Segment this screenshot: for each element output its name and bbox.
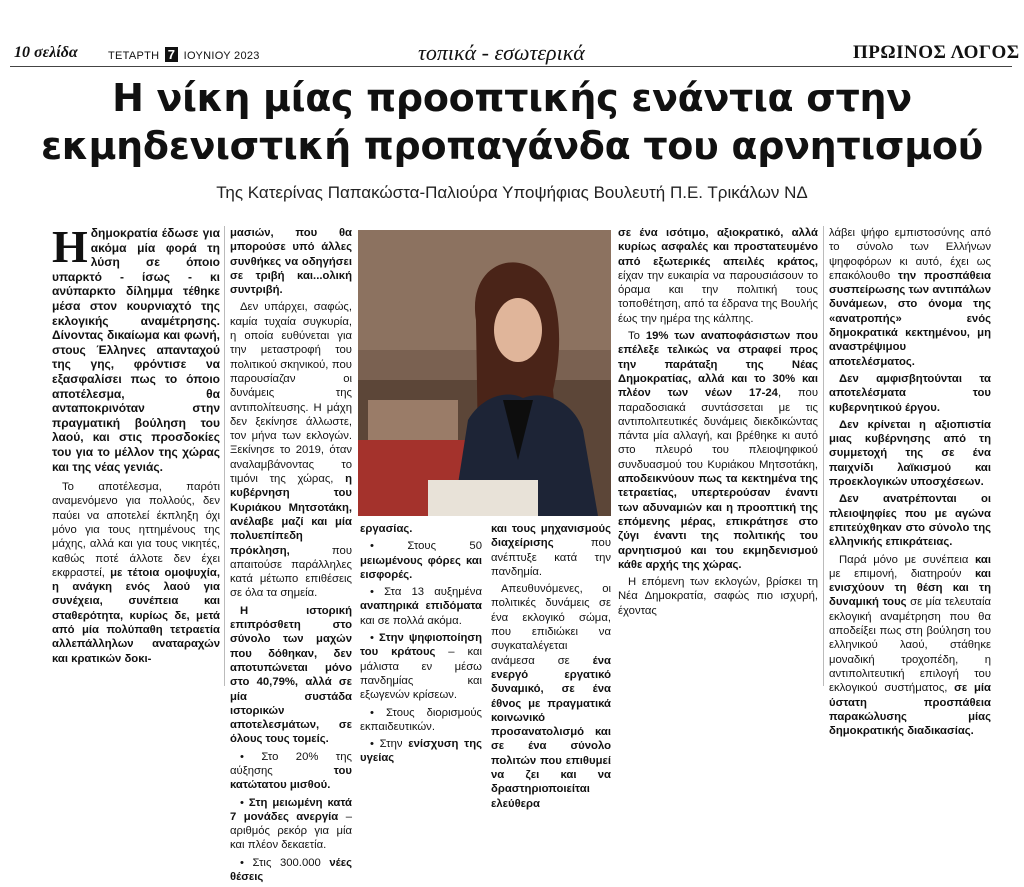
bold-text: Στην ψηφιοποίηση του κράτους (360, 632, 483, 659)
bold-text: του κατώτατου μισθού. (230, 764, 352, 792)
text: Δεν υπάρχει, σαφώς, καμία τυχαία συγκυρία, η οποία ευθύνεται για την μεταστροφή του πολιτικού σκηνικού, που παρουσίαζαν οι δυνάμεις της αντιπολίτευσης. Η μάχη δεν ξεκίνησε άλλωστε, τον μήνα των εκλογών. Ξεκίνησε το 2019, όταν αναλαμβάνοντας το τιμόνι της χώρας, (230, 301, 352, 486)
paragraph (618, 329, 818, 572)
paragraph (829, 226, 991, 369)
text: , που παραδοσιακά συντάσσεται με τις αντιπολιτευτικές δυνάμεις διεκδικώντας πάντα μία αλλαγή, και βρέθηκε κι αυτό στο πλευρό του πλειοψηφικού συνδυασμού του Κυριάκου Μητσοτάκη, (618, 387, 818, 471)
bullet-item: • Στους 50 μειωμένους φόρες και εισφορές. (360, 540, 483, 581)
article-photo (358, 230, 611, 516)
text: Στις 300.000 (252, 856, 330, 869)
text: Στην (379, 738, 409, 751)
paragraph: Δεν κρίνεται η αξιοπιστία μιας κυβέρνησης από τη συμμετοχή της σε ένα παιχνίδι λαϊκισμού και προεκλογικών υποσχέσεων. (829, 418, 991, 489)
bullet-item: • Στην ενίσχυση της υγείας (360, 738, 482, 765)
text: σε μία τελευταία εκλογική αναμέτρηση που θα αποδείξει πως στη βούληση του ελληνικού λαού, στάθηκε μοναδική τροχοπέδη, η αντιπολιτευτική επιλογή του εκλογικού συστήματος, (829, 596, 991, 695)
bold-text: ενίσχυση της υγείας (360, 738, 482, 765)
bullet-item: • Στην ψηφιοποίηση του κράτους – και μάλιστα εν μέσω πανδημίας και εξωγενών κρίσεων. (360, 632, 483, 702)
column-divider (823, 226, 824, 686)
text: Στους διορισμούς εκπαιδευτικών. (360, 706, 482, 733)
column-2c (491, 522, 611, 814)
portrait-illustration (358, 230, 611, 516)
issue-date (108, 47, 260, 62)
paragraph: Δεν ανατρέπονται οι πλειοψηφίες που με αγώνα επιτεύχθηκαν στο σύνολο της ελληνικής επικράτειας. (829, 493, 991, 549)
paragraph (491, 522, 611, 579)
column-divider (224, 226, 225, 686)
bullet-item: • Στις 300.000 νέες θέσεις (230, 856, 352, 884)
bold-text: Στη μειωμένη κατά 7 μονάδες ανεργία (230, 796, 353, 823)
article-headline (0, 74, 1024, 170)
bold-text: με τέτοια ομοψυχία, η ανάγκη ενός λαού για συνέχεια, συνέπεια και σταθερότητα, κυρίως δε, μετά από μία πολύπαθη τετραετία αλλεπάλληλων αναταραχών και κρατικών δοκι- (52, 566, 220, 665)
text: με επιμονή, διατηρούν (829, 567, 975, 580)
text: Απευθυνόμενες, οι πολιτικές δυνάμεις σε ένα εκλογικό σώμα, που επιδιώκει να συγκαταλέγεται ανάμεσα σε (491, 583, 611, 667)
bullet-item: • Στα 13 αυξημένα αναπηρικά επιδόματα και σε πολλά ακόμα. (360, 586, 482, 627)
text: είχαν την ευκαιρία να παρουσιάσουν το όραμα και την πολιτική τους τοποθέτηση, από τα έδρανα της Βουλής έως την ημέρα της κάλπης. (618, 269, 818, 325)
bold-text: και ενισχύουν τη θέση και τη δυναμική τους (829, 567, 991, 609)
page-header (0, 0, 1024, 68)
column-1 (52, 221, 220, 669)
paragraph: Δεν αμφισβητούνται τα αποτελέσματα του κυβερνητικού έργου. (829, 372, 991, 414)
bold-text: η κυβέρνηση του Κυριάκου Μητσοτάκη, ανέλαβε μαζί και μία πολυεπίπεδη πρόκληση, (230, 473, 352, 557)
headline-line-2: εκμηδενιστική προπαγάνδα του αρνητισμού (40, 124, 984, 168)
paragraph: εργασίας. (360, 523, 413, 535)
paragraph: Η ιστορική επιπρόσθετη στο σύνολο των μαχών που δόθηκαν, δεν αποτυπώνεται μόνο στο 40,79%, αλλά σε μία συστάδα ιστορικών αποτελεσμάτων, σε όλους τους τομείς. (230, 604, 352, 746)
text: Στα 13 αυξημένα (384, 586, 482, 599)
paragraph: μασιών, που θα μπορούσε υπό άλλες συνθήκες να οδηγήσει σε τριβή και...ολική συντριβή. (230, 227, 352, 297)
headline-line-1: Η νίκη μίας προοπτικής ενάντια στην (112, 76, 912, 120)
bold-text: μειωμένους φόρες και εισφορές. (360, 554, 482, 581)
text: Στο 20% της αύξησης (230, 750, 352, 777)
article-byline: Της Κατερίνας Παπακώστα-Παλιούρα Υποψήφιας Βουλευτή Π.Ε. Τρικάλων ΝΔ (216, 183, 808, 202)
bullet-item: • Στο 20% της αύξησης του κατώτατου μισθού. (230, 750, 352, 792)
text: Το (628, 330, 646, 343)
text: Στους 50 (407, 540, 483, 553)
bold-text: 19% των αναποφάσιστων που επέλεξε τελικώς να στραφεί προς την παράταξη της Νέας Δημοκρατίας, αλλά και το 30% και πλέον των νέων 17-24 (618, 330, 818, 400)
text: που απαιτούσε παράλληλες κατά μέτωπο επιθέσεις σε όλα τα σημεία. (230, 544, 352, 600)
bold-text: και τους μηχανισμούς διαχείρισης (491, 523, 611, 550)
bold-text: την προσπάθεια συσπείρωσης των αντιπάλων δυνάμεων, στο όνομα της «ανατροπής» ενός δημοκρατικά κεκτημένου, μη αναστρέψιμου αποτελέσματος. (829, 269, 991, 368)
paragraph (52, 480, 220, 666)
month-year: ΙΟΥΝΙΟΥ 2023 (183, 50, 260, 62)
section-title: τοπικά - εσωτερικά (418, 40, 585, 65)
header-rule (10, 66, 1012, 67)
paragraph (829, 553, 991, 739)
paragraph (230, 300, 352, 600)
column-4 (618, 226, 818, 621)
lead-paragraph (52, 221, 220, 474)
text: και σε πολλά ακόμα. (360, 614, 462, 627)
bold-text: σε ένα ισότιμο, αξιοκρατικό, αλλά κυρίως ασφαλές και προστατευμένο από εξωτερικές απειλές κράτος, (618, 227, 818, 268)
drop-cap: Η (52, 221, 88, 272)
bullet-item: • Στη μειωμένη κατά 7 μονάδες ανεργία – αριθμός ρεκόρ για μία και πλέον δεκαετία. (230, 796, 353, 852)
weekday: ΤΕΤΑΡΤΗ (108, 50, 160, 62)
column-5 (829, 226, 991, 741)
text: Παρά μόνο με συνέπεια (839, 553, 975, 566)
lead-text: δημοκρατία έδωσε για ακόμα μία φορά τη λύση σε όποιο υπαρκτό - ίσως - κι ανύπαρκτο δίλημμα τέθηκε μέσα στον κουρνιαχτό της εκλογικής αναμέτρησης. Δίνοντας δικαίωμα και φωνή, στους Έλληνες απανταχού της γης, φρόντισε να εξασφαλίσει πως το όποιο αποτέλεσμα, θα ανταποκρινόταν στην πραγματική βούληση του λαού, και στις προσδοκίες του για το μέλλον της χώρας και της νέας γενιάς. (52, 226, 220, 474)
paragraph: Η επόμενη των εκλογών, βρίσκει τη Νέα Δημοκρατία, σαφώς πιο ισχυρή, έχοντας (618, 576, 818, 617)
bullet-item: • Στους διορισμούς εκπαιδευτικών. (360, 706, 482, 733)
bold-text: ένα ενεργό εργατικό δυναμικό, σε ένα έθνος με πραγματικά κοινωνικό προσανατολισμό και σε ένα σύνολο πολιτών που επιθυμεί να ζει και να δραστηριοποιείται ελεύθερα (491, 654, 611, 810)
column-2 (230, 226, 352, 887)
paragraph (618, 226, 818, 326)
day-number: 7 (165, 47, 179, 62)
text: που ανέπτυξε κατά την πανδημία. (491, 537, 611, 578)
text: – και μάλιστα εν μέσω πανδημίας και εξωγενών κρίσεων. (360, 646, 482, 702)
text: λάβει ψήφο εμπιστοσύνης από το σύνολο των Ελλήνων ψηφοφόρων κι αυτό, έχει ως επακόλουθο (829, 227, 991, 282)
bold-text: αποδεικνύουν πως τα κεκτημένα της τετραετίας, υπερτερούσαν έναντι των αδυναμιών και η προοπτική της επόμενης μέρας, επικράτησε στο ζύγι έναντι της πολιτικής του αρνητισμού και του εκμηδενισμού κάθε αρχής της χώρας. (618, 473, 818, 571)
bold-text: αναπηρικά επιδόματα (360, 600, 482, 613)
newspaper-logo: ΠΡΩΙΝΟΣ ΛΟΓΟΣ (853, 42, 1020, 63)
column-2b (360, 522, 482, 769)
text: Το αποτέλεσμα, παρότι αναμενόμενο για πολλούς, δεν παύει να αποτελεί έκπληξη όχι μόνο για τους ηττημένους της μάχης, αλλά και για τους νικητές, καθώς ποτέ άλλοτε δεν έχει εκφραστεί, (52, 481, 220, 579)
text: – αριθμός ρεκόρ για μία και πλέον δεκαετία. (230, 810, 352, 852)
bold-text: νέες θέσεις (230, 856, 352, 884)
page-number: 10 σελίδα (14, 44, 78, 61)
bold-text: και (974, 553, 991, 566)
bold-text: σε μία ύστατη προσπάθεια παρακώλυσης μίας δημοκρατικής διαδικασίας. (829, 682, 991, 738)
